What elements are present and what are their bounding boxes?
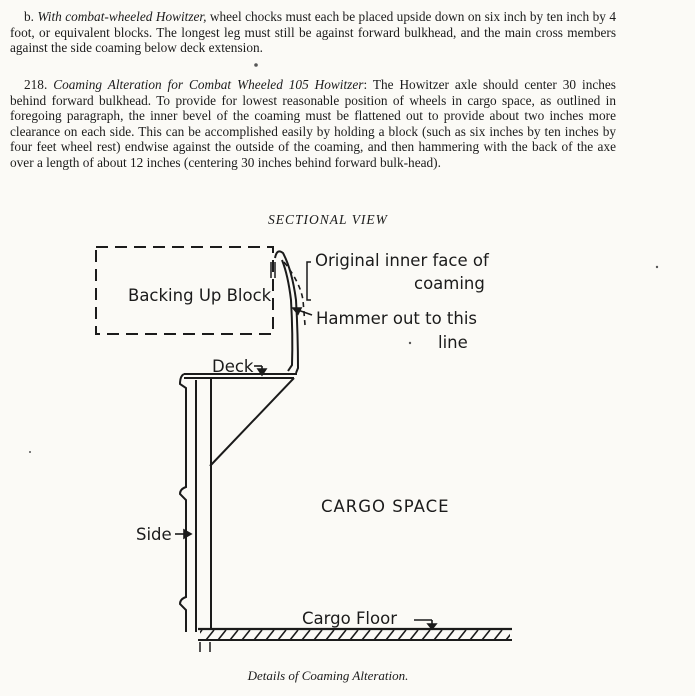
label-hammer-out: Hammer out to this bbox=[316, 309, 478, 328]
figure-heading: SECTIONAL VIEW bbox=[268, 212, 388, 227]
scan-speck bbox=[29, 451, 31, 453]
coaming-profile bbox=[271, 251, 298, 373]
paragraph-218-text: : The Howitzer axle should center 30 inches behind forward bulkhead. To provide for lowest reasonable position of wheels in cargo space, as outlined in foregoing paragraph, the inner bevel of the coaming must be flattened out to provide about two inches more clearance on each side. This can be accomplished easily by holding a block (such as six inches by ten inches by four feet wheel rest) endwise against the outside of the coaming, and then hammering with the back of the axe over a length of about 12 inches (centering 30 inches behind forward bulk-head). bbox=[10, 77, 616, 170]
label-original-face: Original inner face of bbox=[315, 251, 489, 270]
paragraph-218-number: 218. bbox=[24, 77, 48, 92]
figure-caption: Details of Coaming Alteration. bbox=[247, 668, 409, 683]
label-deck: Deck bbox=[212, 357, 254, 376]
scan-speck bbox=[254, 63, 258, 67]
label-cargo-space: CARGO SPACE bbox=[321, 497, 450, 516]
paragraph-b-text: wheel chocks must each be placed upside down on six inch by ten inch by 4 foot, or equivalent blocks. The longest leg must still be against forward bulkhead, and the main cross members against the side coaming below deck extension. bbox=[10, 9, 617, 55]
paragraph-218-title: Coaming Alteration for Combat Wheeled 105 Howitzer bbox=[53, 77, 364, 92]
label-backing-block: Backing Up Block bbox=[128, 286, 272, 305]
original-face-leader bbox=[307, 262, 311, 300]
side-wall bbox=[180, 374, 186, 632]
label-hammer-line: line bbox=[438, 333, 468, 352]
cargo-floor-arrow bbox=[414, 620, 436, 629]
label-cargo-floor: Cargo Floor bbox=[302, 609, 397, 628]
diagonal-brace bbox=[210, 378, 294, 466]
paragraph-b-italic: With combat-wheeled Howitzer, bbox=[37, 9, 207, 24]
scan-speck bbox=[656, 266, 658, 268]
cargo-floor bbox=[198, 629, 512, 640]
side-arrow bbox=[175, 530, 191, 538]
label-coaming: coaming bbox=[414, 274, 485, 293]
label-side: Side bbox=[136, 525, 172, 544]
paragraph-b-lead: b. bbox=[24, 9, 34, 24]
scan-speck bbox=[409, 342, 411, 344]
